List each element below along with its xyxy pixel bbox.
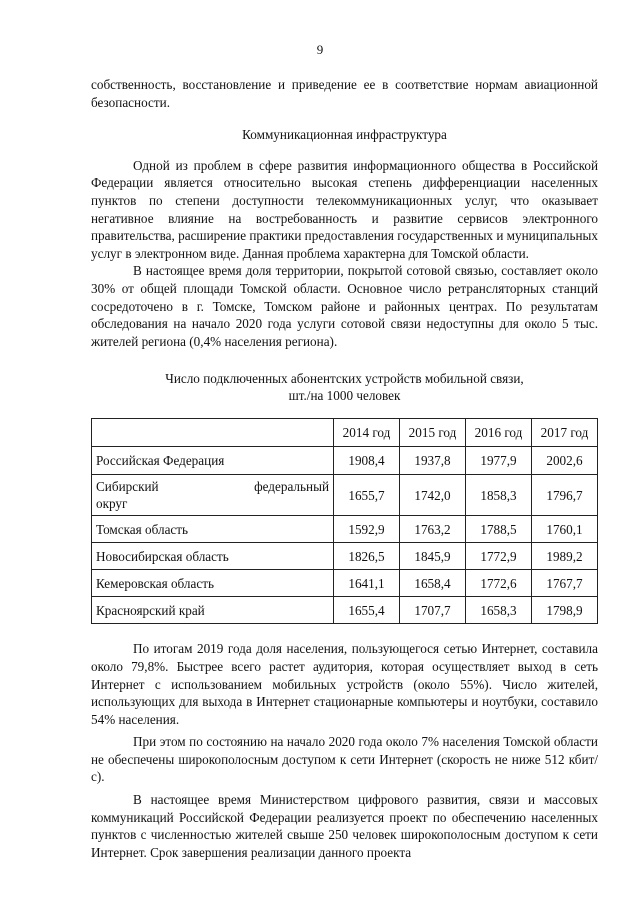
value-cell: 1772,9 bbox=[466, 543, 532, 570]
table-row bbox=[92, 475, 598, 516]
table-header-2017: 2017 год bbox=[532, 419, 598, 447]
page-number: 9 bbox=[316, 42, 324, 57]
region-word: федеральный bbox=[254, 478, 329, 494]
region-cell: Российская Федерация bbox=[92, 447, 334, 475]
table-header-region bbox=[92, 419, 334, 447]
value-cell: 1826,5 bbox=[334, 543, 400, 570]
value-cell: 1655,7 bbox=[334, 475, 400, 516]
paragraph-cellular-coverage: В настоящее время доля территории, покрытой сотовой связью, составляет около 30% от общей площади Томской области. Основное число ретрансляторных станций сосредоточено в г. Томске, Томском районе и районных центрах. По результатам обследования на начало 2020 года услуги сотовой связи недоступны для около 5 тыс. жителей региона (0,4% населения региона). bbox=[91, 263, 598, 349]
value-cell: 1641,1 bbox=[334, 570, 400, 597]
paragraph-digital-divide: Одной из проблем в сфере развития информационного общества в Российской Федерации является относительно высокая степень дифференциации населенных пунктов по степени доступности телекоммуникационных услуг, что оказывает негативное влияние на востребованность и развитие сервисов электронного правительства, расширение практики предоставления государственных и муниципальных услуг в электронном виде. Данная проблема характерна для Томской области. bbox=[91, 157, 598, 261]
region-word: Сибирский bbox=[96, 478, 159, 494]
value-cell: 1707,7 bbox=[400, 597, 466, 624]
region-cell: Томская область bbox=[92, 516, 334, 543]
table-caption-line1: Число подключенных абонентских устройств мобильной связи, bbox=[165, 371, 524, 387]
document-body bbox=[91, 76, 598, 861]
value-cell: 1658,4 bbox=[400, 570, 466, 597]
region-cell: Кемеровская область bbox=[92, 570, 334, 597]
value-cell: 1772,6 bbox=[466, 570, 532, 597]
table-caption bbox=[91, 370, 598, 404]
table-header-2016: 2016 год bbox=[466, 419, 532, 447]
value-cell: 1798,9 bbox=[532, 597, 598, 624]
value-cell: 1977,9 bbox=[466, 447, 532, 475]
value-cell: 1767,7 bbox=[532, 570, 598, 597]
table-caption-line2: шт./на 1000 человек bbox=[288, 388, 401, 404]
value-cell: 1655,4 bbox=[334, 597, 400, 624]
table-row bbox=[92, 597, 598, 624]
table-row bbox=[92, 516, 598, 543]
value-cell: 1858,3 bbox=[466, 475, 532, 516]
mobile-subscribers-table bbox=[91, 418, 598, 624]
table-row bbox=[92, 447, 598, 475]
value-cell: 1592,9 bbox=[334, 516, 400, 543]
paragraph-continuation: собственность, восстановление и приведение ее в соответствие нормам авиационной безопасности. bbox=[91, 77, 598, 110]
value-cell: 1908,4 bbox=[334, 447, 400, 475]
region-cell: Новосибирская область bbox=[92, 543, 334, 570]
value-cell: 1658,3 bbox=[466, 597, 532, 624]
table-header-2015: 2015 год bbox=[400, 419, 466, 447]
value-cell: 1796,7 bbox=[532, 475, 598, 516]
table-row bbox=[92, 543, 598, 570]
value-cell: 1760,1 bbox=[532, 516, 598, 543]
paragraph-broadband-gap: При этом по состоянию на начало 2020 года около 7% населения Томской области не обеспечены широкополосным доступом к сети Интернет (скорость не ниже 512 кбит/с). bbox=[91, 734, 598, 785]
region-cell bbox=[92, 475, 334, 516]
region-cell: Красноярский край bbox=[92, 597, 334, 624]
value-cell: 1788,5 bbox=[466, 516, 532, 543]
value-cell: 1989,2 bbox=[532, 543, 598, 570]
value-cell: 1763,2 bbox=[400, 516, 466, 543]
value-cell: 1845,9 bbox=[400, 543, 466, 570]
section-title: Коммуникационная инфраструктура bbox=[242, 127, 447, 143]
region-word: округ bbox=[96, 496, 128, 512]
table-header-2014: 2014 год bbox=[334, 419, 400, 447]
table-header-row bbox=[92, 419, 598, 447]
value-cell: 1937,8 bbox=[400, 447, 466, 475]
value-cell: 1742,0 bbox=[400, 475, 466, 516]
value-cell: 2002,6 bbox=[532, 447, 598, 475]
paragraph-internet-usage: По итогам 2019 года доля населения, пользующегося сетью Интернет, составила около 79,8%. Быстрее всего растет аудитория, которая осуществляет выход в сеть Интернет с использованием мобильных устройств (около 55%). Число жителей, использующих для выхода в Интернет стационарные компьютеры и ноутбуки, составило 54% населения. bbox=[91, 641, 598, 727]
table-row bbox=[92, 570, 598, 597]
paragraph-ministry-project: В настоящее время Министерством цифрового развития, связи и массовых коммуникаций Российской Федерации реализуется проект по обеспечению населенных пунктов с численностью жителей свыше 250 человек широкополосным доступом к сети Интернет. Срок завершения реализации данного проекта bbox=[91, 792, 598, 860]
